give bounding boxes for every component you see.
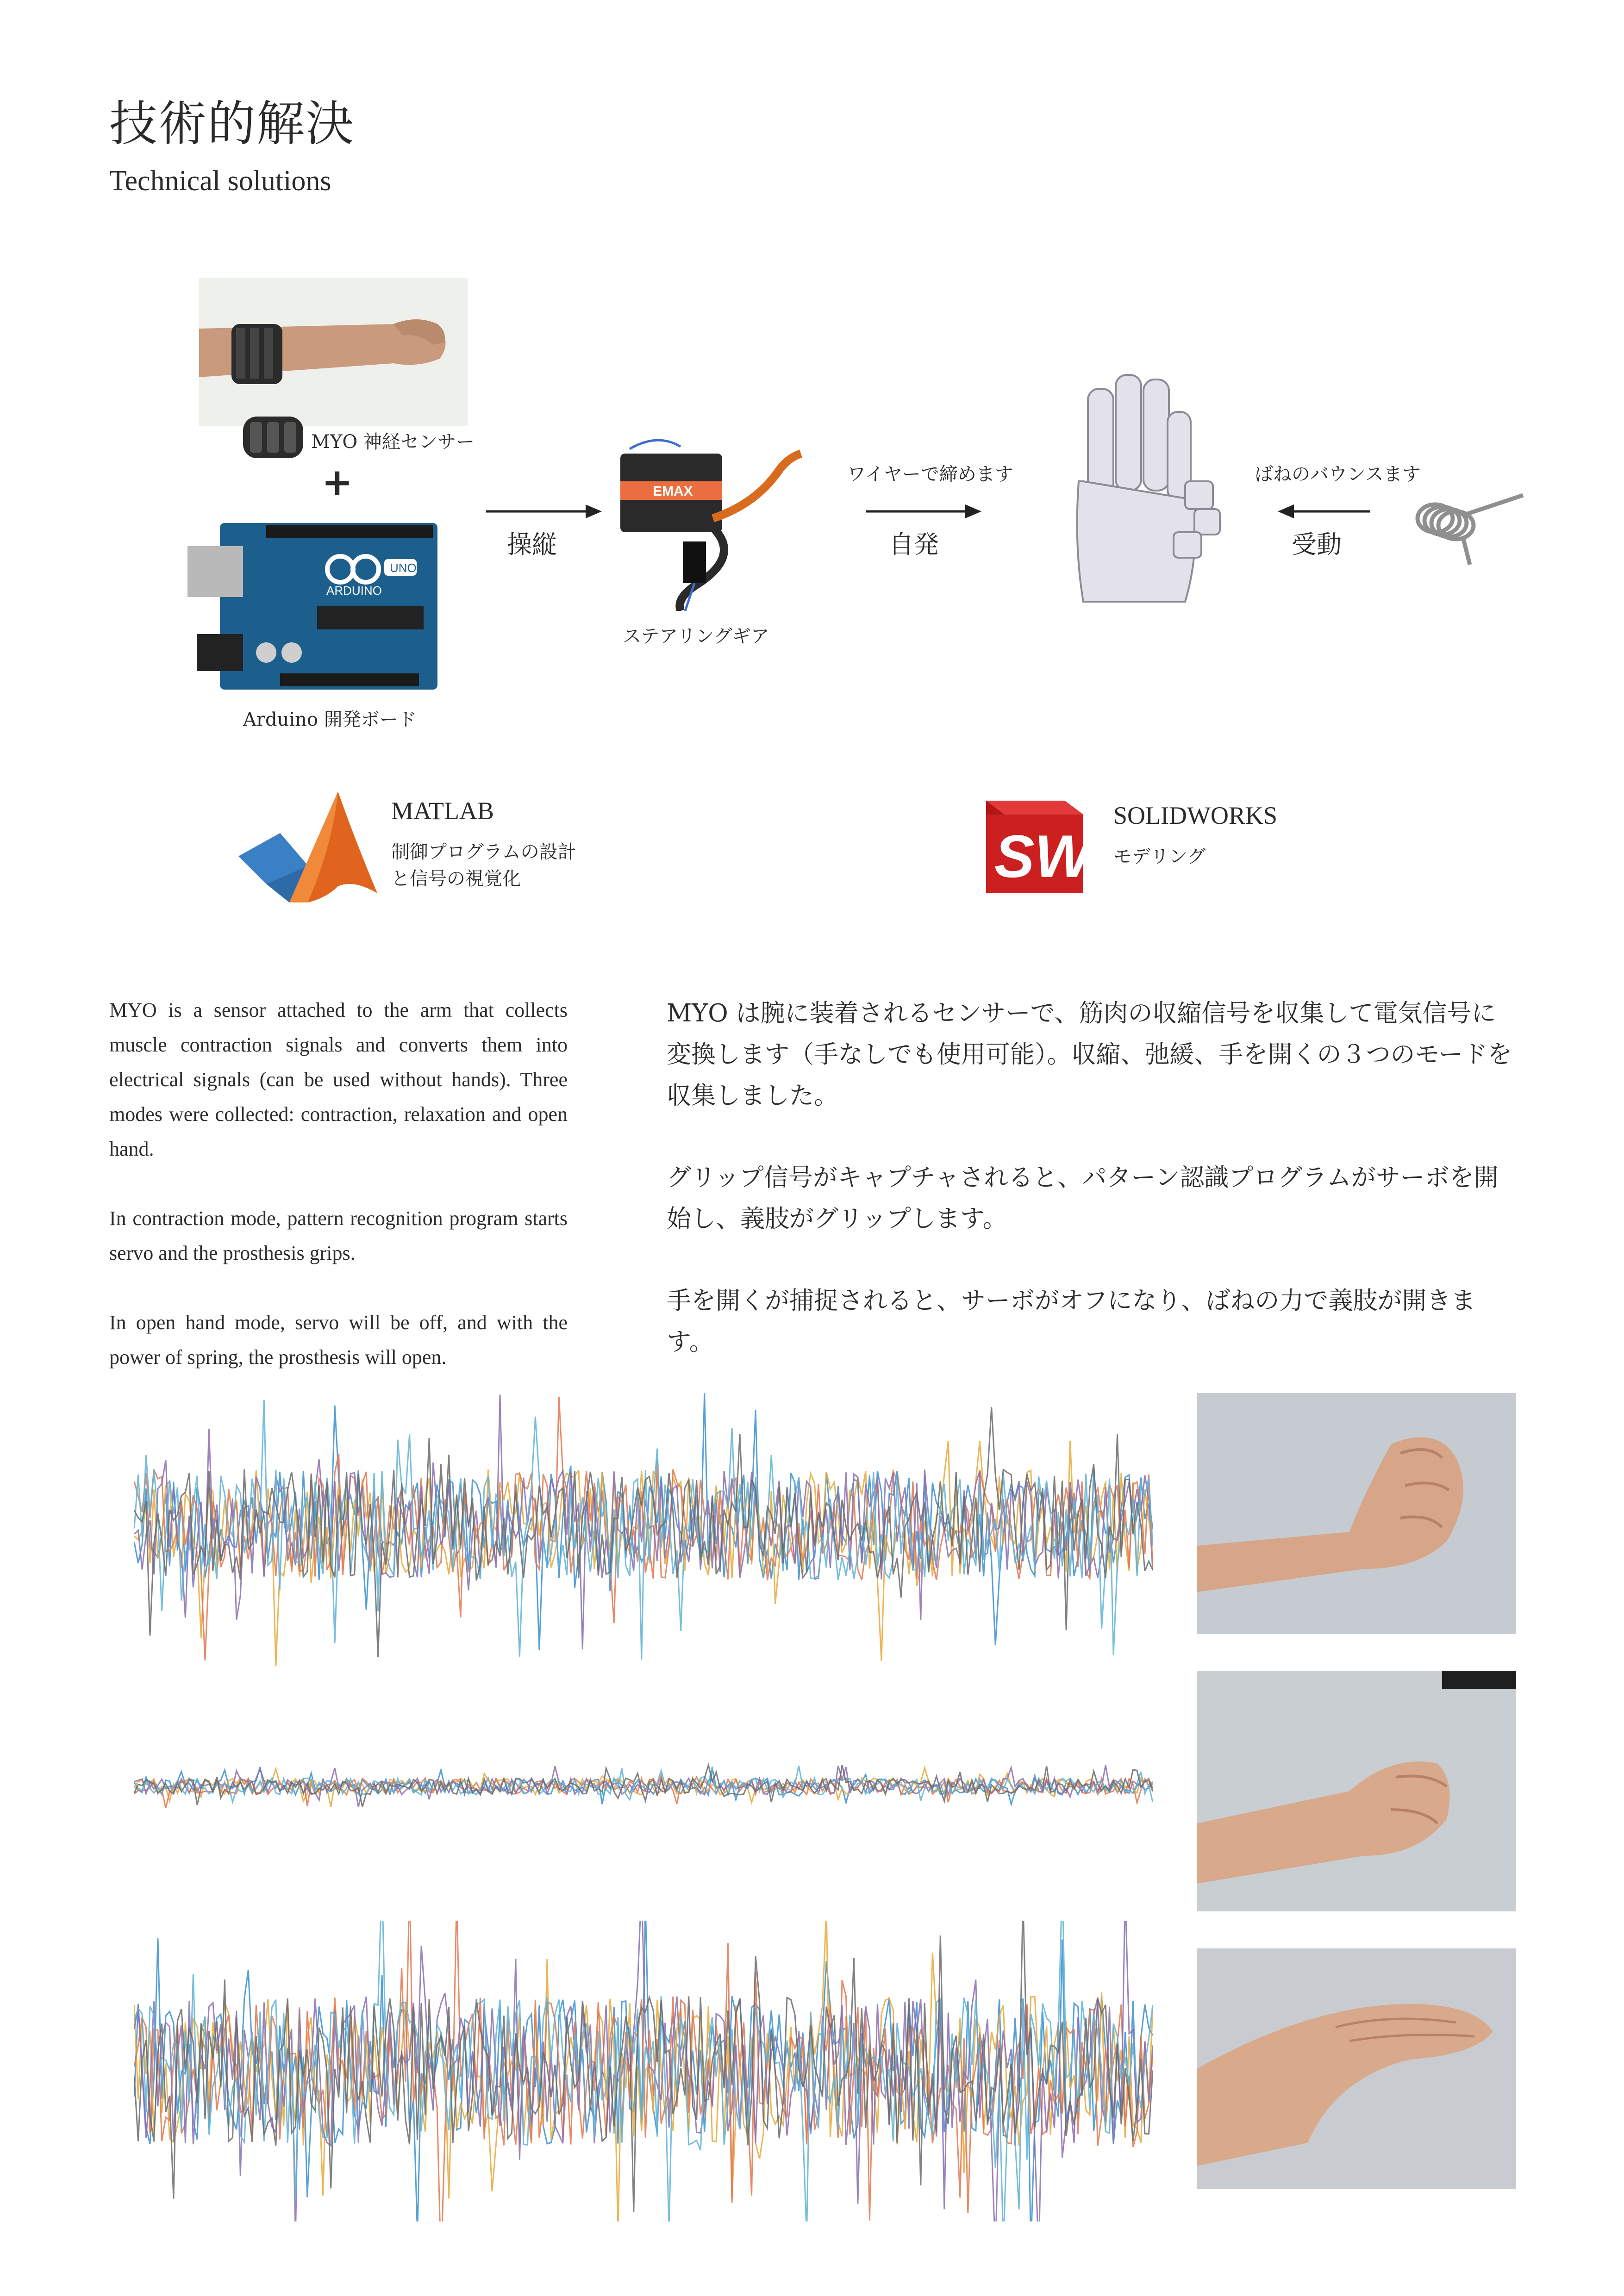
paragraph: 手を開くが捕捉されると、サーボがオフになり、ばねの力で義肢が開きます。 [667,1287,1476,1356]
servo-photo [602,435,819,611]
solidworks-logo-icon [968,787,1088,907]
english-description [109,993,568,1409]
paragraph: グリップ信号がキャプチャされると、パターン認識プログラムがサーボを開始し、義肢がグリップします。 [667,1164,1499,1233]
myo-arm-photo [199,278,468,426]
matlab-title: MATLAB [391,797,494,825]
matlab-description [391,839,576,892]
matlab-logo-icon [238,787,377,907]
solidworks-logo-text: SW [994,822,1088,890]
emg-chart-relaxation [134,1740,1153,1833]
myo-band-icon [241,412,306,463]
emg-chart-contraction [134,1375,1153,1675]
servo-brand: EMAX [653,484,693,499]
matlab-description-line: 制御プログラムの設計 [391,841,576,863]
japanese-description [667,993,1514,1403]
arrow-left-icon [1278,502,1370,521]
myo-label: MYO 神経センサー [311,431,475,453]
spring-icon [1407,477,1528,569]
spring-bounce-label: ばねのバウンスます [1255,464,1421,485]
page-subtitle: Technical solutions [109,165,331,197]
passive-label: 受動 [1292,530,1342,559]
servo-label: ステアリングギア [623,626,769,647]
arrow-right-icon [866,502,981,521]
paragraph: MYO is a sensor attached to the arm that collects muscle contraction signals and converts them into electrical signals (can be used without hands). Three modes were collected: contraction, relaxation and open hand. [109,999,568,1160]
fist-photo [1197,1393,1516,1634]
emg-chart-open-hand [134,1921,1153,2221]
wire-tighten-label: ワイヤーで締めます [847,464,1013,485]
relaxed-hand-photo [1197,1671,1516,1911]
control-label: 操縦 [507,530,557,559]
arduino-board-model: UNO [390,561,417,575]
solidworks-description: モデリング [1113,846,1206,867]
solidworks-title: SOLIDWORKS [1113,802,1278,829]
paragraph: In contraction mode, pattern recognition program starts servo and the prosthesis grips. [109,1207,568,1264]
paragraph: In open hand mode, servo will be off, and with the power of spring, the prosthesis will open. [109,1311,568,1369]
page-title: 技術的解決 [109,95,355,152]
arduino-label: Arduino 開発ボード [243,709,417,730]
active-label: 自発 [889,530,939,559]
prosthetic-hand-model [1046,361,1241,620]
open-hand-photo [1197,1948,1516,2189]
paragraph: MYO は腕に装着されるセンサーで、筋肉の収縮信号を収集して電気信号に変換します（手なしでも使用可能）。収縮、弛緩、手を開くの３つのモードを収集しました。 [667,999,1512,1110]
matlab-description-line: と信号の視覚化 [391,868,521,890]
arrow-right-icon [486,502,602,521]
arduino-board-brand: ARDUINO [326,584,382,597]
arduino-board-photo [187,514,447,699]
plus-sign: + [322,460,353,504]
